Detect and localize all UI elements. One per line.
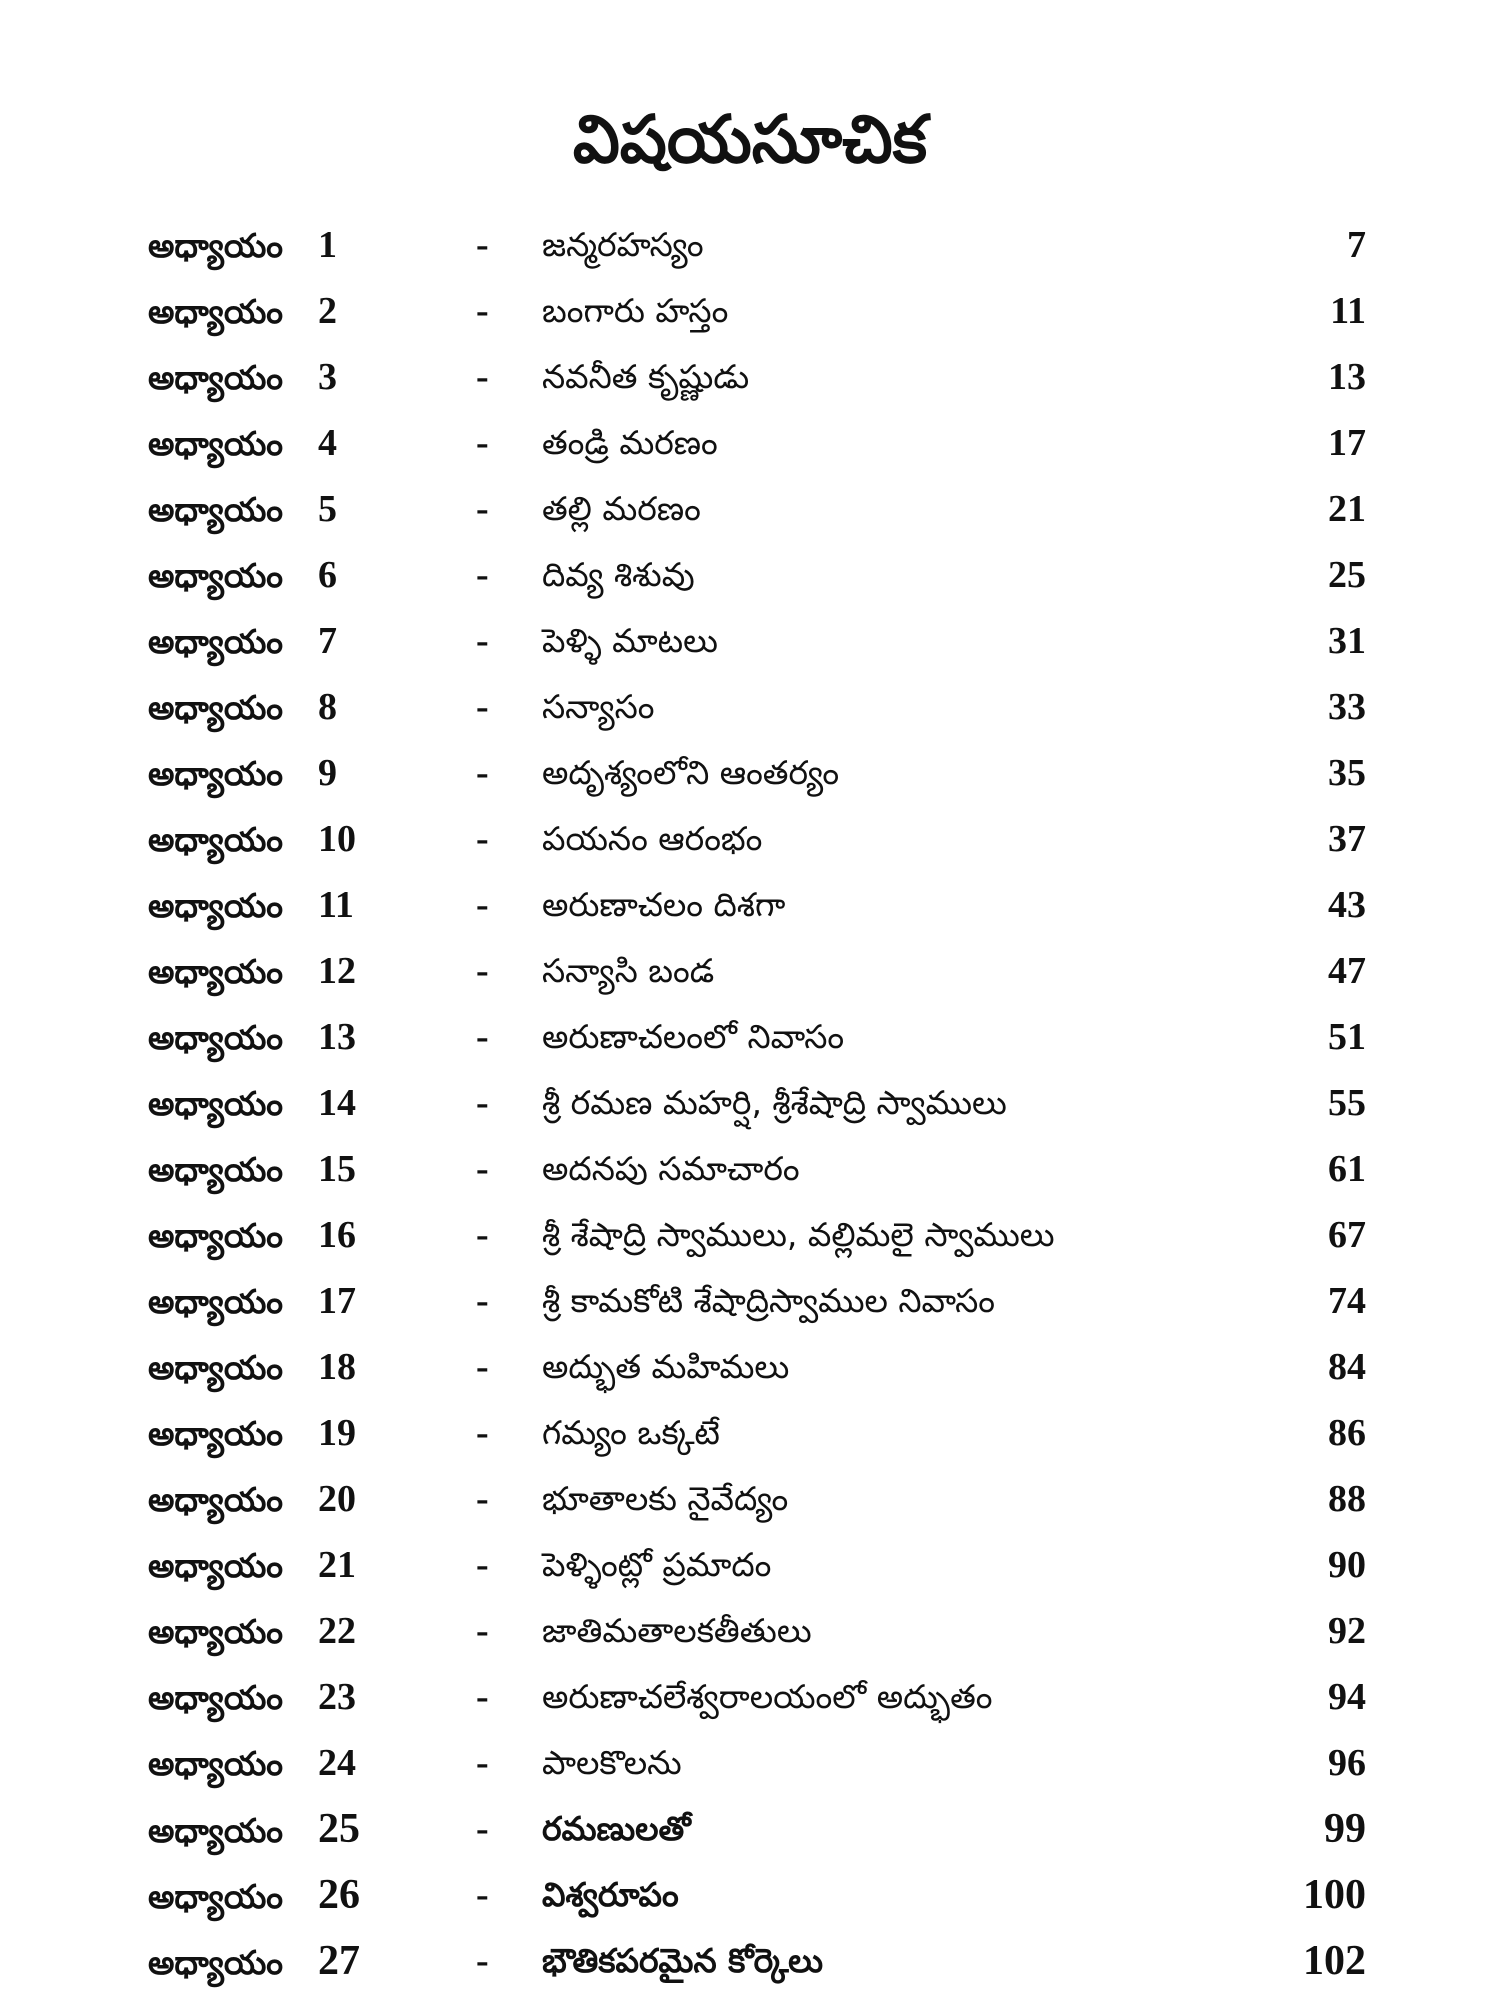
- page-number: 17: [1328, 422, 1366, 464]
- toc-separator: -: [476, 1412, 489, 1454]
- chapter-word: అధ్యాయం: [148, 1018, 284, 1057]
- chapter-word: అధ్యాయం: [148, 1216, 284, 1255]
- chapter-number: 26: [318, 1872, 360, 1918]
- chapter-number: 23: [318, 1676, 356, 1718]
- toc-row: [0, 344, 1500, 410]
- toc-chapter-label: [148, 1664, 356, 1730]
- page-number: 33: [1328, 686, 1366, 728]
- chapter-number: 19: [318, 1412, 356, 1454]
- chapter-word: అధ్యాయం: [148, 1348, 284, 1387]
- chapter-word: అధ్యాయం: [148, 1744, 284, 1783]
- page-number: 96: [1328, 1742, 1366, 1784]
- toc-separator: -: [476, 1082, 489, 1124]
- chapter-title: పెళ్ళి మాటలు: [542, 621, 718, 660]
- chapter-number: 5: [318, 488, 337, 530]
- toc-separator: -: [476, 1478, 489, 1520]
- chapter-number: 6: [318, 554, 337, 596]
- toc-row: [0, 1928, 1500, 1994]
- chapter-number: 8: [318, 686, 337, 728]
- chapter-number: 21: [318, 1544, 356, 1586]
- page-number: 94: [1328, 1676, 1366, 1718]
- toc-chapter-label: [148, 1070, 356, 1136]
- toc-row: [0, 806, 1500, 872]
- toc-row: [0, 1664, 1500, 1730]
- toc-row: [0, 1730, 1500, 1796]
- chapter-number: 25: [318, 1806, 360, 1852]
- page-number: 7: [1347, 224, 1366, 266]
- chapter-number: 18: [318, 1346, 356, 1388]
- chapter-word: అధ్యాయం: [148, 754, 284, 793]
- toc-separator: -: [476, 1016, 489, 1058]
- page-number: 31: [1328, 620, 1366, 662]
- page-number: 51: [1328, 1016, 1366, 1058]
- toc-row: [0, 542, 1500, 608]
- chapter-number: 14: [318, 1082, 356, 1124]
- chapter-number: 10: [318, 818, 356, 860]
- toc-row: [0, 872, 1500, 938]
- toc-separator: -: [476, 356, 489, 398]
- toc-row: [0, 1004, 1500, 1070]
- chapter-number: 15: [318, 1148, 356, 1190]
- chapter-title: జాతిమతాలకతీతులు: [542, 1611, 812, 1650]
- toc-separator: -: [476, 1214, 489, 1256]
- toc-chapter-label: [148, 872, 354, 938]
- toc-chapter-label: [148, 212, 337, 278]
- chapter-number: 16: [318, 1214, 356, 1256]
- chapter-word: అధ్యాయం: [148, 622, 284, 661]
- toc-row: [0, 608, 1500, 674]
- page-number: 102: [1303, 1938, 1366, 1984]
- chapter-word: అధ్యాయం: [148, 226, 284, 265]
- chapter-title: సన్యాసం: [542, 687, 655, 726]
- toc-row: [0, 938, 1500, 1004]
- toc-row: [0, 1202, 1500, 1268]
- toc-separator: -: [476, 1346, 489, 1388]
- toc-chapter-label: [148, 344, 337, 410]
- toc-chapter-label: [148, 1136, 356, 1202]
- chapter-title: పెళ్ళింట్లో ప్రమాదం: [542, 1545, 772, 1584]
- chapter-title: తల్లి మరణం: [542, 489, 701, 528]
- toc-title: విషయసూచిక: [572, 101, 928, 178]
- toc-row: [0, 1400, 1500, 1466]
- chapter-title: బంగారు హస్తం: [542, 291, 729, 330]
- toc-separator: -: [476, 1940, 489, 1982]
- toc-separator: -: [476, 1742, 489, 1784]
- chapter-number: 1: [318, 224, 337, 266]
- toc-separator: -: [476, 554, 489, 596]
- chapter-title: పాలకొలను: [542, 1743, 682, 1782]
- toc-separator: -: [476, 1148, 489, 1190]
- chapter-word: అధ్యాయం: [148, 490, 284, 529]
- toc-chapter-label: [148, 1268, 356, 1334]
- page-number: 47: [1328, 950, 1366, 992]
- toc-row: [0, 1532, 1500, 1598]
- chapter-word: అధ్యాయం: [148, 424, 284, 463]
- toc-chapter-label: [148, 608, 337, 674]
- toc-row: [0, 1136, 1500, 1202]
- toc-separator: -: [476, 752, 489, 794]
- toc-chapter-label: [148, 1862, 360, 1928]
- chapter-number: 20: [318, 1478, 356, 1520]
- chapter-number: 4: [318, 422, 337, 464]
- toc-row: [0, 740, 1500, 806]
- toc-row: [0, 1070, 1500, 1136]
- toc-separator: -: [476, 1280, 489, 1322]
- chapter-word: అధ్యాయం: [148, 1414, 284, 1453]
- toc-separator: -: [476, 1676, 489, 1718]
- chapter-title: జన్మరహస్యం: [542, 225, 704, 264]
- page-number: 13: [1328, 356, 1366, 398]
- chapter-number: 7: [318, 620, 337, 662]
- page-number: 74: [1328, 1280, 1366, 1322]
- toc-row: [0, 1598, 1500, 1664]
- toc-separator: -: [476, 620, 489, 662]
- toc-chapter-label: [148, 1598, 356, 1664]
- toc-row: [0, 278, 1500, 344]
- chapter-title: దివ్య శిశువు: [542, 555, 695, 594]
- toc-separator: -: [476, 884, 489, 926]
- toc-chapter-label: [148, 1466, 356, 1532]
- toc-separator: -: [476, 1544, 489, 1586]
- toc-separator: -: [476, 422, 489, 464]
- toc-row: [0, 476, 1500, 542]
- chapter-word: అధ్యాయం: [148, 292, 284, 331]
- chapter-word: అధ్యాయం: [148, 556, 284, 595]
- page-number: 55: [1328, 1082, 1366, 1124]
- toc-chapter-label: [148, 1334, 356, 1400]
- toc-row: [0, 1466, 1500, 1532]
- chapter-number: 11: [318, 884, 354, 926]
- chapter-word: అధ్యాయం: [148, 1811, 284, 1850]
- toc-separator: -: [476, 950, 489, 992]
- chapter-title: శ్రీ రమణ మహర్షి, శ్రీశేషాద్రి స్వాములు: [542, 1083, 1007, 1122]
- chapter-title: అరుణాచలం దిశగా: [542, 885, 786, 924]
- toc-chapter-label: [148, 1928, 360, 1994]
- toc-row: [0, 1268, 1500, 1334]
- toc-chapter-label: [148, 542, 337, 608]
- chapter-title: గమ్యం ఒక్కటే: [542, 1413, 720, 1452]
- page-number: 21: [1328, 488, 1366, 530]
- toc-row: [0, 410, 1500, 476]
- toc-separator: -: [476, 686, 489, 728]
- page-number: 99: [1324, 1806, 1366, 1852]
- toc-chapter-label: [148, 740, 337, 806]
- chapter-word: అధ్యాయం: [148, 1282, 284, 1321]
- chapter-title: అదనపు సమాచారం: [542, 1149, 800, 1188]
- page-number: 88: [1328, 1478, 1366, 1520]
- chapter-word: అధ్యాయం: [148, 1480, 284, 1519]
- chapter-word: అధ్యాయం: [148, 688, 284, 727]
- chapter-title: అద్భుత మహిమలు: [542, 1347, 790, 1386]
- toc-separator: -: [476, 1874, 489, 1916]
- toc-chapter-label: [148, 410, 337, 476]
- chapter-word: అధ్యాయం: [148, 1084, 284, 1123]
- chapter-word: అధ్యాయం: [148, 1678, 284, 1717]
- toc-chapter-label: [148, 806, 356, 872]
- chapter-title: భౌతికపరమైన కోర్కెలు: [542, 1941, 823, 1980]
- chapter-word: అధ్యాయం: [148, 358, 284, 397]
- chapter-title: సన్యాసి బండ: [542, 951, 715, 990]
- page-number: 100: [1303, 1872, 1366, 1918]
- chapter-title: విశ్వరూపం: [542, 1875, 679, 1914]
- page-number: 37: [1328, 818, 1366, 860]
- chapter-title: నవనీత కృష్ణుడు: [542, 357, 750, 396]
- toc-row: [0, 212, 1500, 278]
- toc-chapter-label: [148, 674, 337, 740]
- chapter-word: అధ్యాయం: [148, 1877, 284, 1916]
- page-number: 25: [1328, 554, 1366, 596]
- page-number: 84: [1328, 1346, 1366, 1388]
- toc-chapter-label: [148, 1400, 356, 1466]
- chapter-number: 13: [318, 1016, 356, 1058]
- chapter-number: 22: [318, 1610, 356, 1652]
- chapter-word: అధ్యాయం: [148, 1943, 284, 1982]
- toc-separator: -: [476, 1808, 489, 1850]
- chapter-word: అధ్యాయం: [148, 820, 284, 859]
- toc-chapter-label: [148, 938, 356, 1004]
- toc-chapter-label: [148, 278, 337, 344]
- page-number: 11: [1330, 290, 1366, 332]
- chapter-title: భూతాలకు నైవేద్యం: [542, 1479, 789, 1518]
- chapter-number: 3: [318, 356, 337, 398]
- page-number: 67: [1328, 1214, 1366, 1256]
- toc-list: [0, 212, 1500, 1994]
- chapter-title: రమణులతో: [542, 1809, 691, 1848]
- chapter-title: శ్రీ కామకోటి శేషాద్రిస్వాముల నివాసం: [542, 1281, 996, 1320]
- page-number: 61: [1328, 1148, 1366, 1190]
- page-number: 90: [1328, 1544, 1366, 1586]
- chapter-number: 27: [318, 1938, 360, 1984]
- chapter-word: అధ్యాయం: [148, 1546, 284, 1585]
- chapter-word: అధ్యాయం: [148, 1150, 284, 1189]
- chapter-title: అరుణాచలంలో నివాసం: [542, 1017, 845, 1056]
- chapter-number: 24: [318, 1742, 356, 1784]
- toc-chapter-label: [148, 476, 337, 542]
- page-number: 35: [1328, 752, 1366, 794]
- chapter-title: అదృశ్యంలోని ఆంతర్యం: [542, 753, 840, 792]
- toc-chapter-label: [148, 1202, 356, 1268]
- chapter-word: అధ్యాయం: [148, 952, 284, 991]
- page-number: 92: [1328, 1610, 1366, 1652]
- toc-separator: -: [476, 224, 489, 266]
- toc-row: [0, 674, 1500, 740]
- toc-chapter-label: [148, 1796, 360, 1862]
- page-number: 86: [1328, 1412, 1366, 1454]
- toc-separator: -: [476, 818, 489, 860]
- chapter-number: 12: [318, 950, 356, 992]
- toc-row: [0, 1334, 1500, 1400]
- chapter-title: అరుణాచలేశ్వరాలయంలో అద్భుతం: [542, 1677, 993, 1716]
- toc-chapter-label: [148, 1004, 356, 1070]
- toc-row: [0, 1796, 1500, 1862]
- chapter-word: అధ్యాయం: [148, 1612, 284, 1651]
- chapter-title: తండ్రి మరణం: [542, 423, 718, 462]
- toc-chapter-label: [148, 1532, 356, 1598]
- toc-separator: -: [476, 488, 489, 530]
- chapter-title: పయనం ఆరంభం: [542, 819, 763, 858]
- toc-row: [0, 1862, 1500, 1928]
- toc-chapter-label: [148, 1730, 356, 1796]
- chapter-number: 2: [318, 290, 337, 332]
- chapter-word: అధ్యాయం: [148, 886, 284, 925]
- chapter-number: 9: [318, 752, 337, 794]
- chapter-title: శ్రీ శేషాద్రి స్వాములు, వల్లిమలై స్వాములు: [542, 1215, 1055, 1254]
- page-number: 43: [1328, 884, 1366, 926]
- chapter-number: 17: [318, 1280, 356, 1322]
- toc-separator: -: [476, 290, 489, 332]
- toc-separator: -: [476, 1610, 489, 1652]
